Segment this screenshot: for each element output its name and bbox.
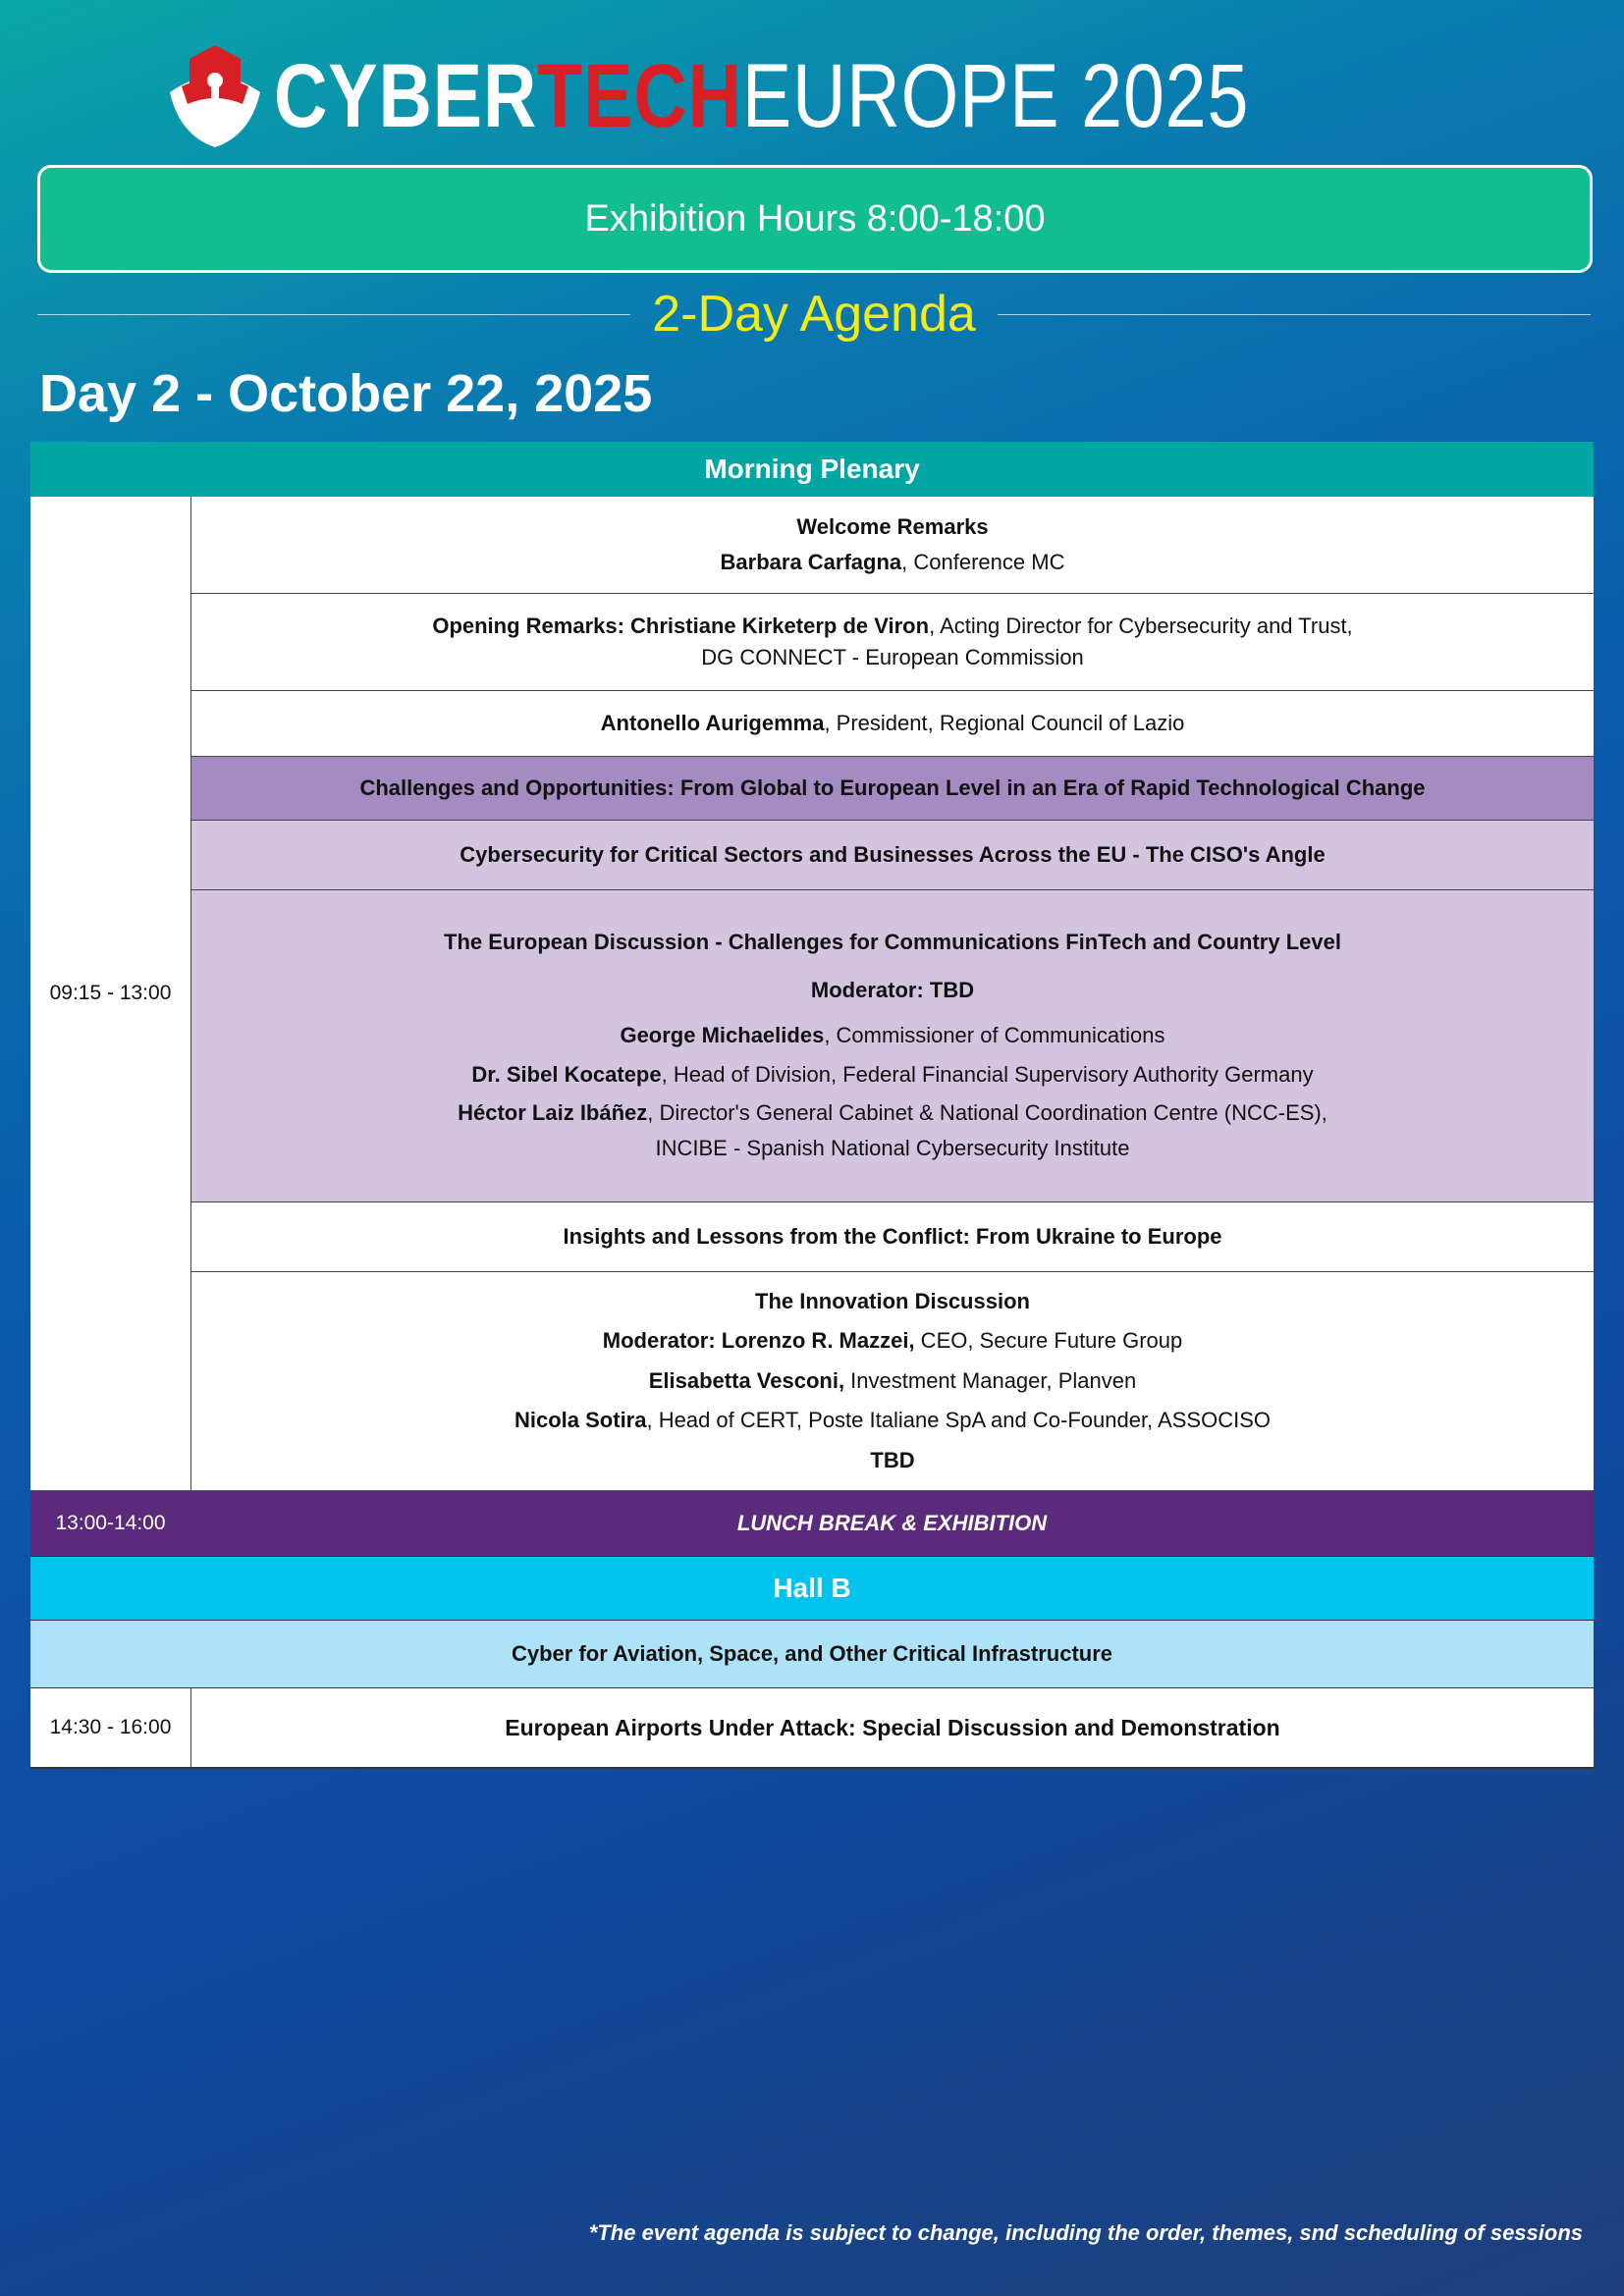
logo-part-cyber: CYBER [274, 46, 538, 146]
session-european-discussion [191, 890, 1594, 1202]
session-innovation-discussion [191, 1272, 1594, 1490]
speaker-name: Antonello Aurigemma [600, 710, 825, 735]
session-title: Welcome Remarks [796, 513, 989, 539]
moderator-name: Moderator: Lorenzo R. Mazzei, [602, 1328, 915, 1354]
hall-b-header: Hall B [30, 1557, 1594, 1621]
day-title: Day 2 - October 22, 2025 [39, 364, 653, 423]
session-ukraine-conflict [191, 1202, 1594, 1272]
panelist-name: Elisabetta Vesconi, [648, 1367, 845, 1393]
shield-lock-icon [160, 41, 270, 151]
panelist-name: Héctor Laiz Ibáñez [458, 1099, 648, 1125]
speaker-role: , President, Regional Council of Lazio [824, 710, 1185, 735]
panelist-role: , Head of Division, Federal Financial Supervisory Authority Germany [661, 1061, 1314, 1087]
slot-time: 14:30 - 16:00 [30, 1688, 191, 1767]
session-title: Insights and Lessons from the Conflict: From Ukraine to Europe [563, 1223, 1222, 1249]
panelist-name: George Michaelides [620, 1023, 825, 1048]
divider-right [998, 314, 1591, 315]
session-title: Challenges and Opportunities: From Global to European Level in an Era of Rapid Technological Change [359, 774, 1426, 800]
exhibition-hours-banner: Exhibition Hours 8:00-18:00 [37, 165, 1593, 273]
session-title: Opening Remarks: Christiane Kirketerp de Viron [432, 613, 930, 638]
panelist-role: , Head of CERT, Poste Italiane SpA and Co-Founder, ASSOCISO [646, 1408, 1271, 1433]
agenda-table [30, 442, 1594, 1769]
hall-b-slot [30, 1688, 1594, 1769]
lunch-break-row [30, 1491, 1594, 1557]
panelist-tbd: TBD [870, 1447, 915, 1472]
logo-part-europe: EUROPE 2025 [742, 46, 1250, 146]
morning-sessions [191, 497, 1594, 1490]
speaker-role: , Acting Director for Cybersecurity and Trust, [929, 613, 1353, 638]
panelist-role: Investment Manager, Planven [844, 1367, 1137, 1393]
agenda-title: 2-Day Agenda [652, 286, 976, 343]
panelist-org: INCIBE - Spanish National Cybersecurity Institute [655, 1136, 1130, 1161]
speaker-name: Barbara Carfagna [720, 550, 902, 574]
agenda-title-row [37, 283, 1591, 346]
speaker-org: DG CONNECT - European Commission [701, 645, 1084, 669]
moderator: Moderator: TBD [810, 977, 975, 1002]
lunch-time: 13:00-14:00 [55, 1512, 166, 1534]
session-welcome [191, 497, 1594, 594]
speaker-role: , Conference MC [901, 550, 1065, 574]
event-logo [0, 37, 1624, 155]
panelist-role: , Commissioner of Communications [824, 1023, 1165, 1048]
session-title: The Innovation Discussion [755, 1289, 1030, 1314]
divider-left [37, 314, 630, 315]
session-aurigemma [191, 691, 1594, 757]
session-title: Cybersecurity for Critical Sectors and Businesses Across the EU - The CISO's Angle [460, 841, 1326, 867]
morning-time: 09:15 - 13:00 [30, 497, 191, 1490]
panelist-name: Nicola Sotira [514, 1408, 647, 1433]
morning-plenary-header: Morning Plenary [30, 442, 1594, 497]
lunch-label: LUNCH BREAK & EXHIBITION [736, 1511, 1048, 1535]
moderator-role: CEO, Secure Future Group [914, 1328, 1183, 1354]
session-title: The European Discussion - Challenges for Communications FinTech and Country Level [444, 930, 1341, 955]
panelist-name: Dr. Sibel Kocatepe [471, 1061, 662, 1087]
agenda-disclaimer: *The event agenda is subject to change, including the order, themes, snd scheduling of sessions [588, 2220, 1583, 2245]
morning-plenary-block [30, 497, 1594, 1491]
session-challenges-opportunities [191, 757, 1594, 821]
logo-part-tech: TECH [537, 46, 743, 146]
hall-b-track: Cyber for Aviation, Space, and Other Critical Infrastructure [30, 1621, 1594, 1688]
session-opening-remarks [191, 594, 1594, 691]
panelist-role: , Director's General Cabinet & National Coordination Centre (NCC-ES), [647, 1099, 1327, 1125]
slot-title: European Airports Under Attack: Special Discussion and Demonstration [505, 1714, 1280, 1740]
session-critical-sectors [191, 821, 1594, 890]
logo-wordmark [274, 46, 1250, 146]
